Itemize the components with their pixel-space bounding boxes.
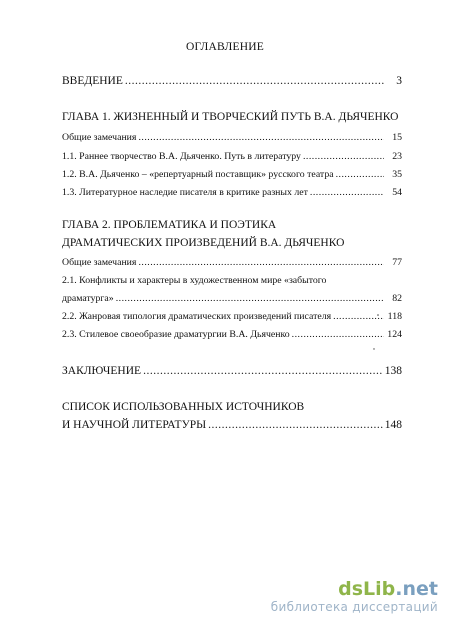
toc-page-number: 124: [387, 329, 402, 340]
chapter2-title-line1: ГЛАВА 2. ПРОБЛЕМАТИКА И ПОЭТИКА: [62, 219, 277, 231]
toc-page-number: 138: [384, 365, 402, 377]
dot-leader: [303, 151, 384, 162]
toc-entry: [62, 329, 402, 340]
toc-entry: [62, 311, 402, 322]
toc-entry: [62, 151, 402, 162]
toc-entry-label: 2.3. Стилевое своеобразие драматургии В.А. Дьяченко: [62, 329, 290, 340]
dot-leader: [292, 329, 384, 340]
toc-entry-label: Общие замечания: [62, 132, 137, 143]
scan-speck: [373, 348, 374, 349]
toc-page-number: 118: [387, 311, 402, 322]
toc-page-number: 3: [396, 75, 402, 87]
toc-page-number: 54: [392, 187, 402, 198]
dot-leader: [138, 257, 384, 268]
dot-leader: [143, 365, 383, 377]
dot-leader: [310, 187, 384, 198]
toc-entry-label: 1.2. В.А. Дьяченко – «репертуарный поставщик» русского театра: [62, 169, 334, 180]
dot-leader: [333, 311, 384, 322]
toc-entry-label: драматурга»: [62, 293, 114, 304]
toc-page-number: 35: [392, 169, 402, 180]
toc-entry: [62, 187, 402, 198]
toc-entry-label: Общие замечания: [62, 257, 137, 268]
toc-entry-bibliography: [62, 419, 402, 431]
dot-leader: [116, 293, 384, 304]
toc-entry: [62, 132, 402, 143]
watermark: [271, 578, 438, 614]
toc-entry-label: И НАУЧНОЙ ЛИТЕРАТУРЫ: [62, 419, 207, 431]
dot-leader: [138, 132, 384, 143]
toc-entry-2-1-line1: 2.1. Конфликты и характеры в художественном мире «забытого: [62, 275, 327, 286]
dot-leader: [336, 169, 384, 180]
toc-entry-label: ЗАКЛЮЧЕНИЕ: [62, 365, 142, 377]
toc-entry-2-1-line2: [62, 293, 402, 304]
watermark-brand-part2: .net: [395, 578, 438, 600]
toc-page-number: 148: [384, 419, 402, 431]
toc-entry-label: ВВЕДЕНИЕ: [62, 75, 123, 87]
dot-leader: [208, 419, 383, 431]
toc-page-number: 82: [392, 293, 402, 304]
toc-entry-label: 1.3. Литературное наследие писателя в критике разных лет: [62, 187, 308, 198]
toc-entry-label: 2.2. Жанровая типология драматических произведений писателя: [62, 311, 332, 322]
toc-page-number: 15: [392, 132, 402, 143]
toc-page-number: 77: [392, 257, 402, 268]
bibliography-title-line1: СПИСОК ИСПОЛЬЗОВАННЫХ ИСТОЧНИКОВ: [62, 401, 305, 413]
watermark-brand-part1: dsLib: [338, 578, 396, 600]
toc-entry-label: 1.1. Раннее творчество В.А. Дьяченко. Путь в литературу: [62, 151, 301, 162]
toc-entry-conclusion: [62, 365, 402, 377]
chapter1-title: ГЛАВА 1. ЖИЗНЕННЫЙ И ТВОРЧЕСКИЙ ПУТЬ В.А. ДЬЯЧЕНКО: [62, 111, 399, 123]
toc-entry-intro: [62, 75, 402, 87]
toc-page-number: 23: [392, 151, 402, 162]
toc-title: ОГЛАВЛЕНИЕ: [186, 41, 264, 53]
watermark-subtitle: библиотека диссертаций: [270, 600, 438, 614]
dot-leader: [125, 75, 384, 87]
chapter2-title-line2: ДРАМАТИЧЕСКИХ ПРОИЗВЕДЕНИЙ В.А. ДЬЯЧЕНКО: [62, 237, 345, 249]
toc-entry: [62, 257, 402, 268]
watermark-brand: [271, 578, 438, 600]
toc-entry: [62, 169, 402, 180]
